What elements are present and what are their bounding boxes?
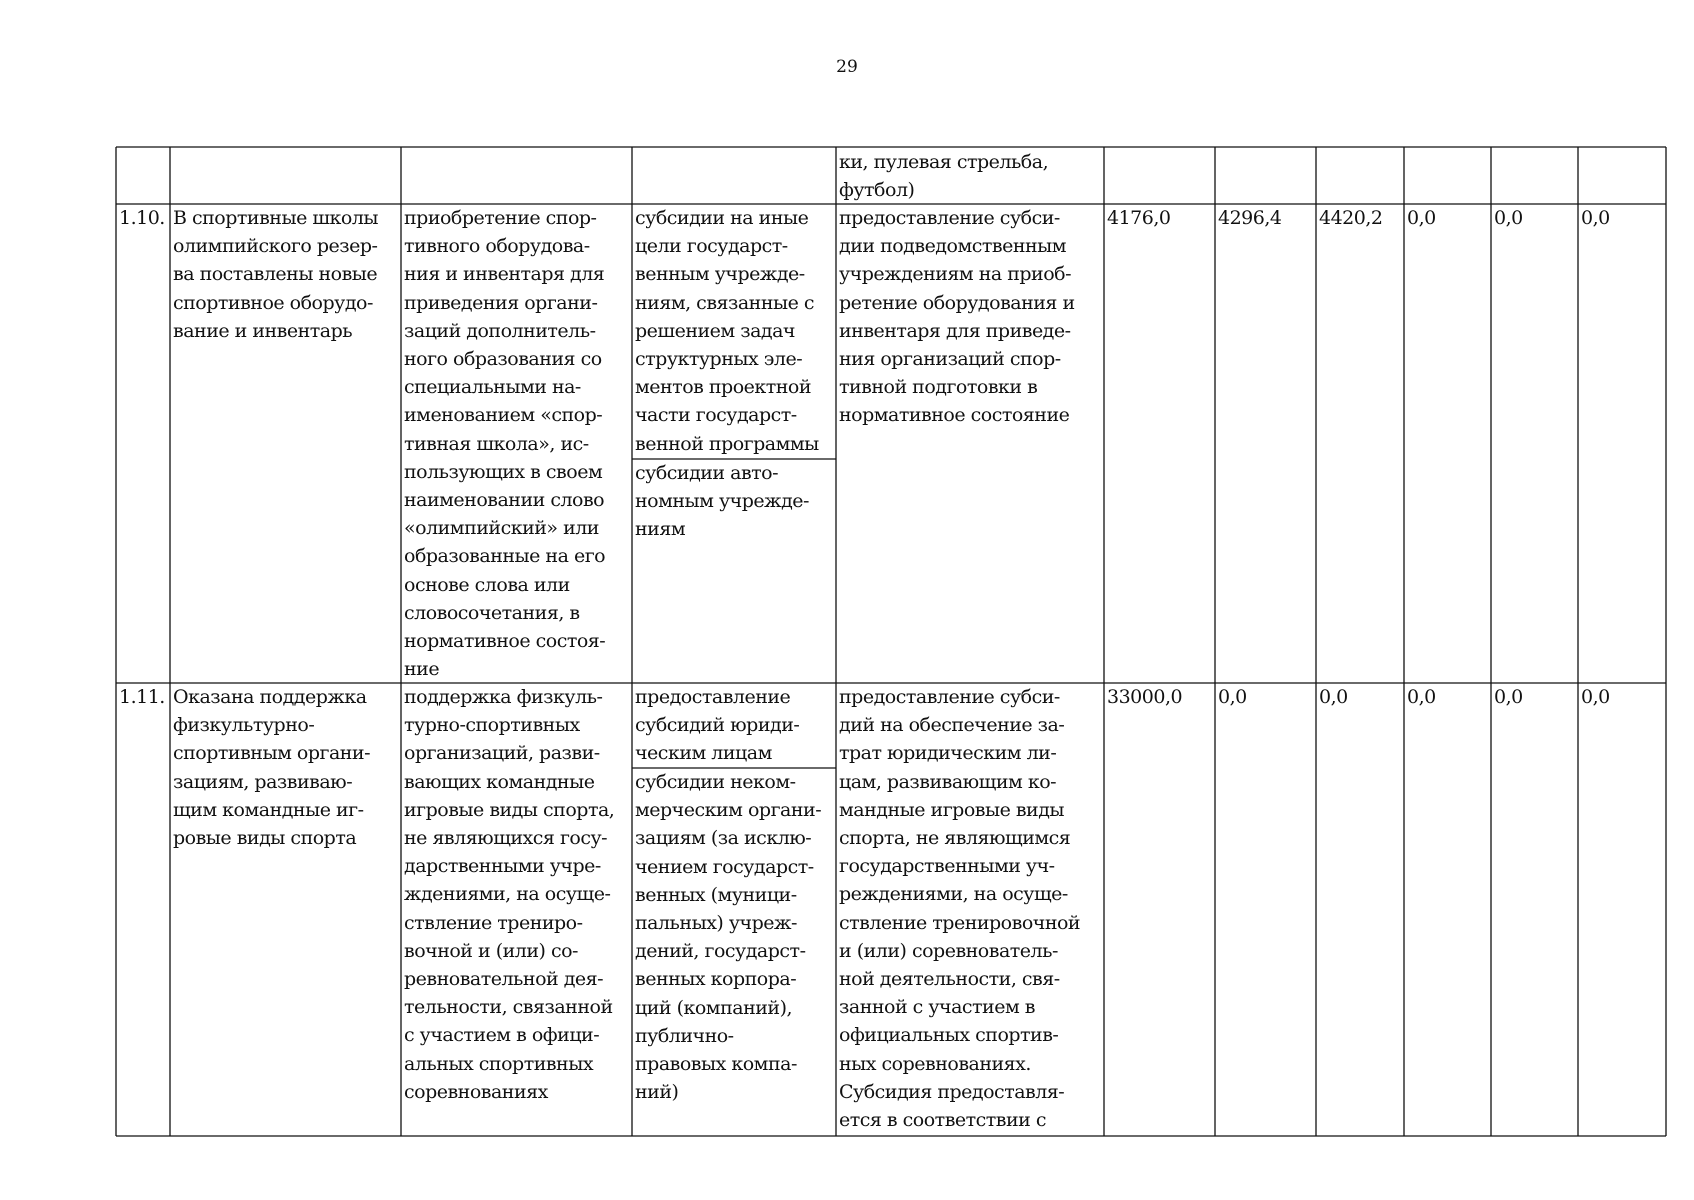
value-cell: 0,0 bbox=[1319, 686, 1348, 708]
expense-type-cell: ки, пулевая стрельба, футбол) bbox=[839, 151, 1049, 202]
value-cell: 0,0 bbox=[1218, 686, 1247, 708]
value-cell: 4176,0 bbox=[1107, 207, 1171, 229]
direction-cell: приобретение спор- тивного оборудова- ния и инвентаря для приведения органи- заций дополнитель- ного образования со специальными на- именованием «спор- тивная школа», ис- пользующих в своем наименовании слово «олимпийский» или образованные на его основе слова или словосочетания, в нормативное состоя- ние bbox=[404, 207, 606, 681]
value-cell: 33000,0 bbox=[1107, 686, 1183, 708]
value-cell: 0,0 bbox=[1407, 207, 1436, 229]
value-cell: 0,0 bbox=[1407, 686, 1436, 708]
expense-type-cell: субсидии неком- мерческим органи- зациям (за исклю- чением государст- венных (муници- пальных) учреж- дений, государст- венных корпора- ций (компаний), публично- правовых компа- ний) bbox=[635, 771, 822, 1104]
description-cell: предоставление субси- дий на обеспечение за- трат юридическим ли- цам, развивающим ко- мандные игровые виды спорта, не являющимся государственными уч- реждениями, на осуще- ствление тренировочной и (или) соревнователь- ной деятельности, свя- занной с участием в официальных спортив- ных соревнованиях. Субсидия предоставля- ется в соответствии с bbox=[839, 686, 1081, 1132]
value-cell: 4296,4 bbox=[1218, 207, 1282, 229]
direction-cell: поддержка физкуль- турно-спортивных организаций, разви- вающих командные игровые виды спорта, не являющихся госу- дарственными учре- ждениями, на осуще- ствление трениро- вочной и (или) со- ревновательной дея- тельности, связанной с участием в офици- альных спортивных соревнованиях bbox=[404, 686, 615, 1103]
value-cell: 0,0 bbox=[1494, 686, 1523, 708]
page-number: 29 bbox=[836, 57, 858, 77]
expense-type-cell: субсидии авто- номным учрежде- ниям bbox=[635, 462, 809, 541]
row-number: 1.10. bbox=[119, 207, 165, 229]
value-cell: 4420,2 bbox=[1319, 207, 1383, 229]
value-cell: 0,0 bbox=[1494, 207, 1523, 229]
row-number: 1.11. bbox=[119, 686, 165, 708]
value-cell: 0,0 bbox=[1581, 686, 1610, 708]
expense-type-cell: предоставление субсидий юриди- ческим лицам bbox=[635, 686, 800, 765]
description-cell: предоставление субси- дии подведомственным учреждениям на приоб- ретение оборудования и инвентаря для приведе- ния организаций спор- тивной подготовки в нормативное состояние bbox=[839, 207, 1075, 427]
value-cell: 0,0 bbox=[1581, 207, 1610, 229]
result-cell: В спортивные школы олимпийского резер- ва поставлены новые спортивное оборудо- вание и инвентарь bbox=[173, 207, 379, 342]
result-cell: Оказана поддержка физкультурно- спортивным органи- зациям, развиваю- щим командные иг- ровые виды спорта bbox=[173, 686, 371, 850]
expense-type-cell: субсидии на иные цели государст- венным учрежде- ниям, связанные с решением задач структурных эле- ментов проектной части государст- венной программы bbox=[635, 207, 819, 455]
